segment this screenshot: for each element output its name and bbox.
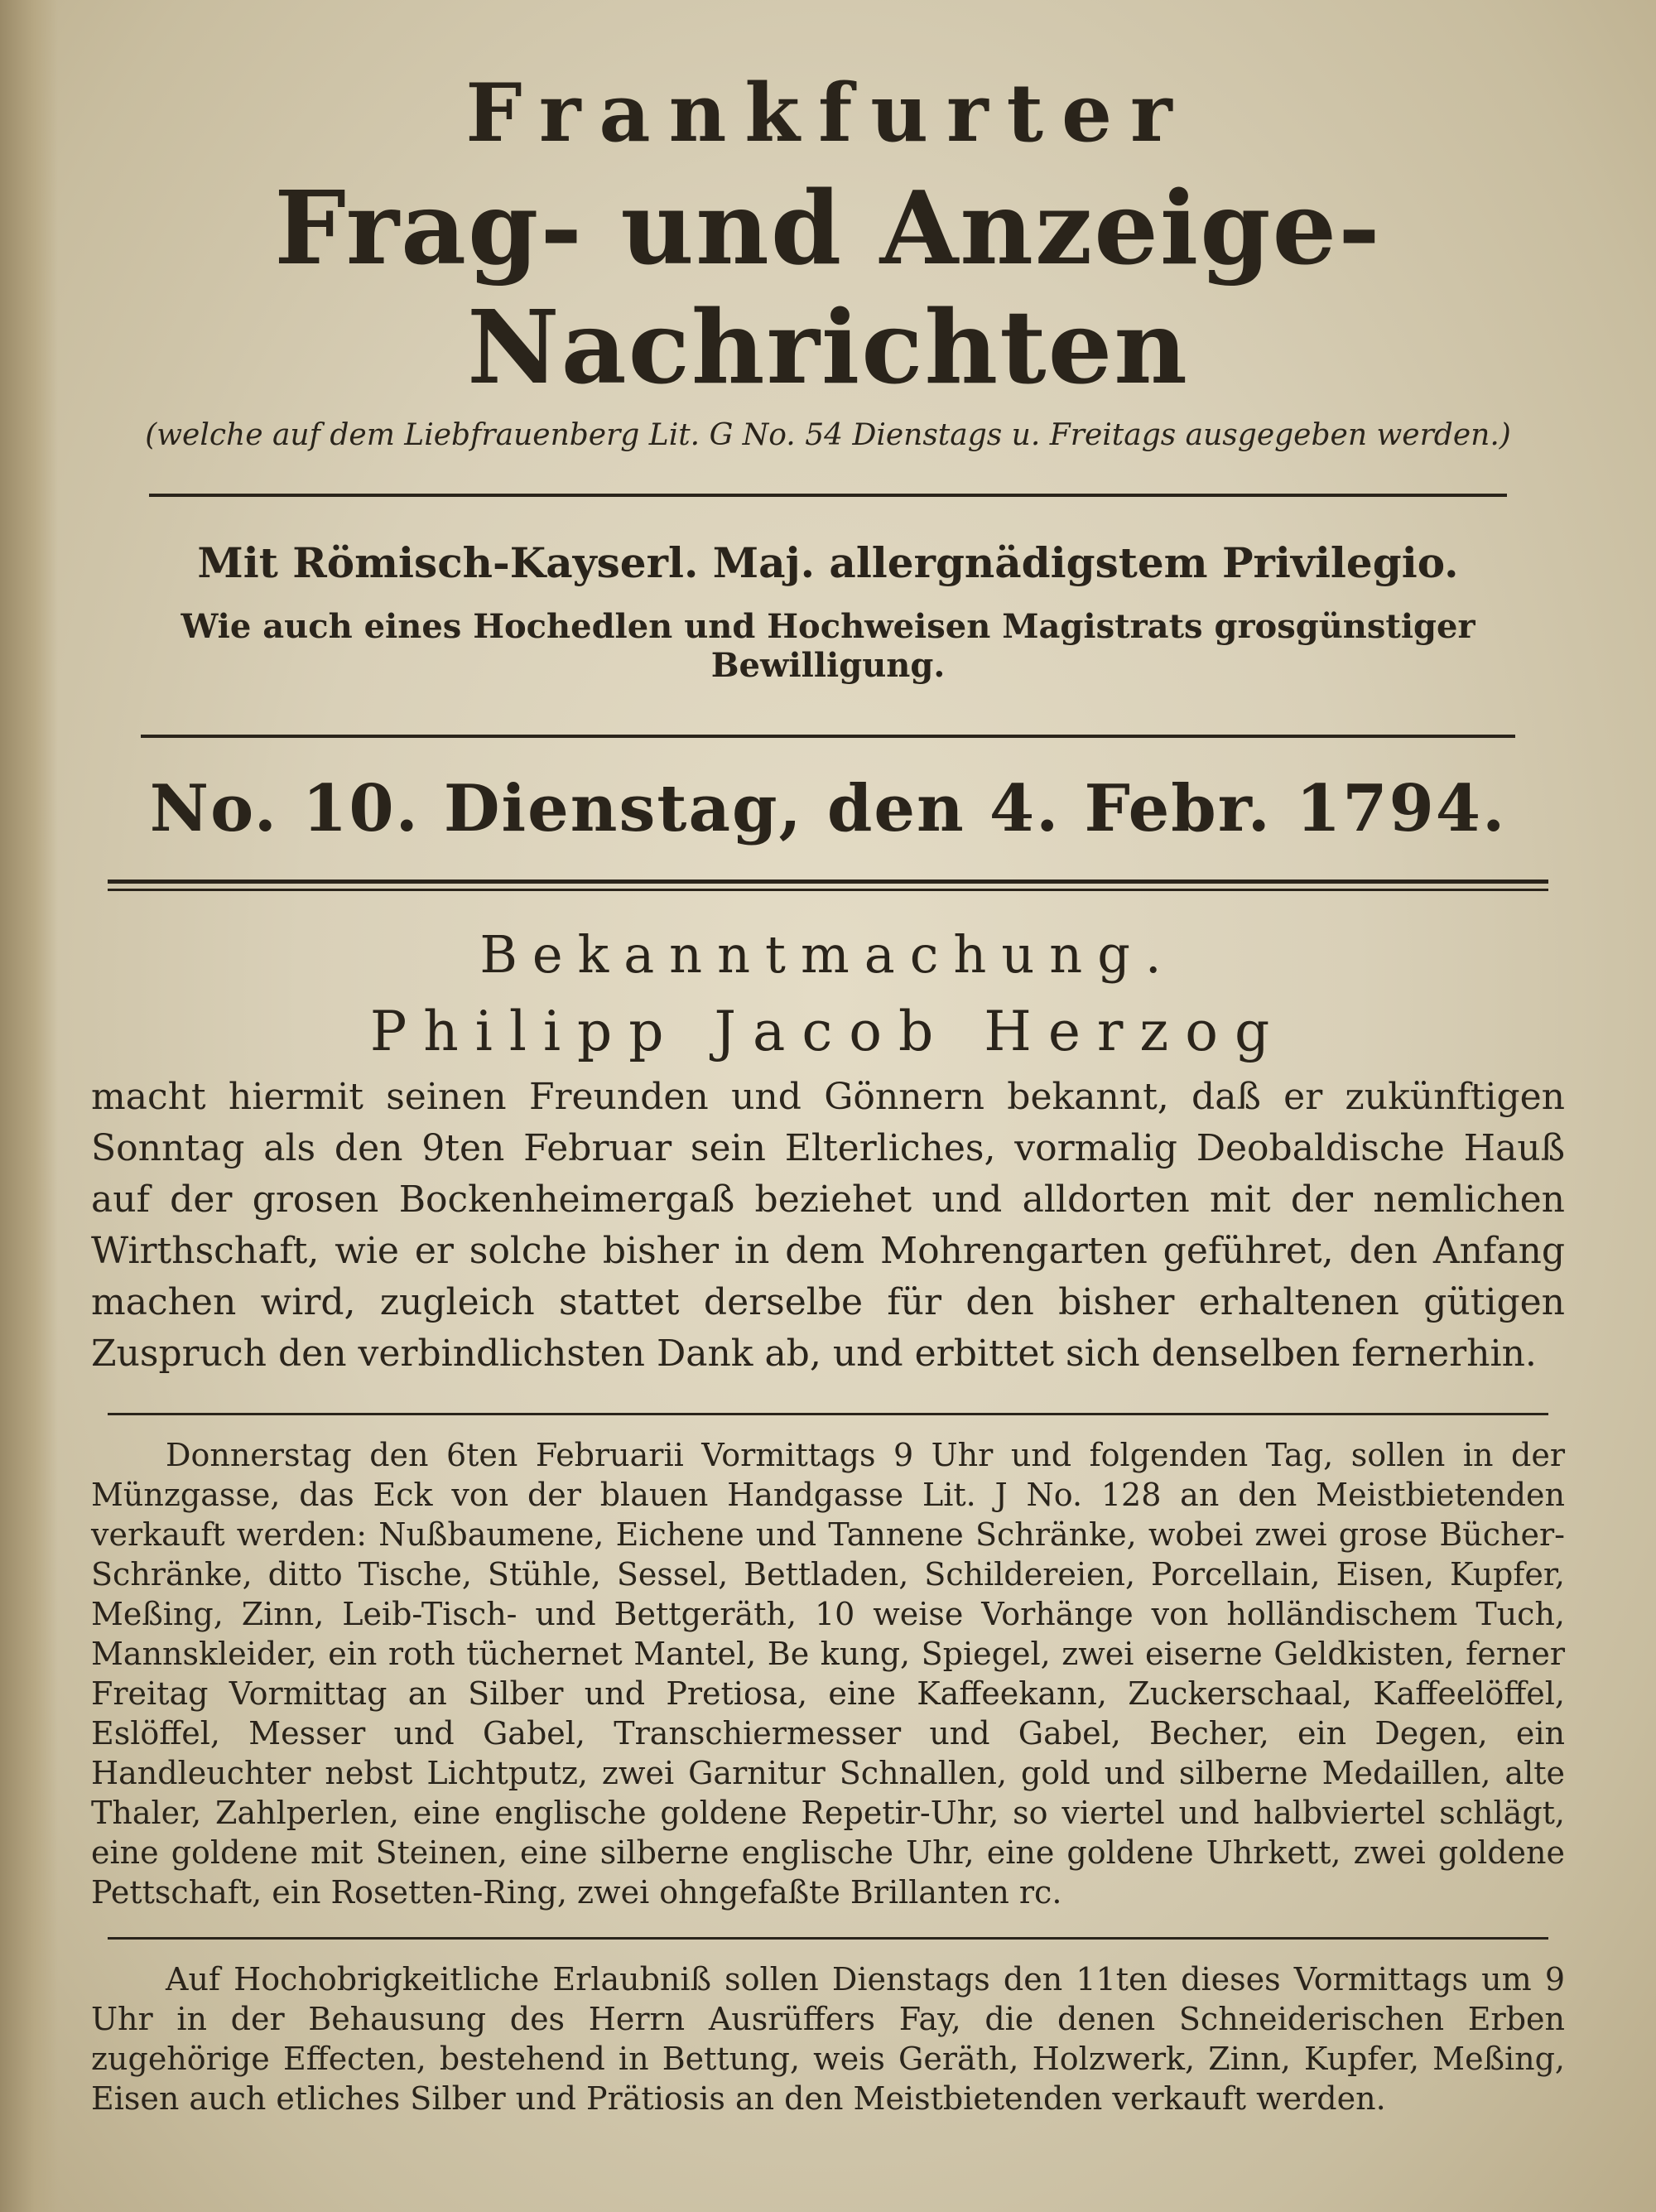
announcement1-heading: Bekanntmachung. [479, 924, 1177, 985]
announcement1-text: macht hiermit seinen Freunden und Gönnern bekannt, daß er zukünftigen Sonntag als den 9ten Februar sein Elterliches, vormalig Deobaldische Hauß auf der grosen Bockenheimergaß beziehet und alldorten mit der nemlichen Wirthschaft, wie er solche bisher in dem Mohrengarten geführet, den Anfang machen wird, zugleich stattet derselbe für den bisher erhaltenen gütigen Zuspruch den verbindlichsten Dank ab, und erbittet sich denselben fernerhin. [91, 1076, 1565, 1375]
masthead-title-line2: Frag- und Anzeige-Nachrichten [274, 168, 1382, 407]
rule-announcement1 [108, 1413, 1548, 1415]
rule-announcement2 [108, 1937, 1548, 1940]
issue-line: No. 10. Dienstag, den 4. Febr. 1794. [149, 771, 1507, 846]
announcement2-text: Donnerstag den 6ten Februarii Vormittags 9 Uhr und folgenden Tag, sollen in der Münzgasse, das Eck von der blauen Handgasse Lit. J No. 128 an den Meistbietenden verkauft werden: Nußbaumene, Eichene und Tannene Schränke, wobei zwei grose Bücher-Schränke, ditto Tische, Stühle, Sessel, Bettladen, Schildereien, Porcellain, Eisen, Kupfer, Meßing, Zinn, Leib-Tisch- und Bettgeräth, 10 weise Vorhänge von holländischem Tuch, Mannskleider, ein roth tüchernet Mantel, Be kung, Spiegel, zwei eiserne Geldkisten, ferner Freitag Vormittag an Silber und Pretiosa, eine Kaffeekann, Zuckerschaal, Kaffeelöffel, Eslöffel, Messer und Gabel, Transchiermesser und Gabel, Becher, ein Degen, ein Handleuchter nebst Lichtputz, zwei Garnitur Schnallen, gold und silberne Medaillen, alte Thaler, Zahlperlen, eine englische goldene Repetir-Uhr, so viertel und halbviertel schlägt, eine goldene mit Steinen, eine silberne englische Uhr, eine goldene Uhrkett, zwei goldene Pettschaft, ein Rosetten-Ring, zwei ohngefaßte Brillanten rc. [91, 1437, 1565, 1911]
page-content [91, 66, 1565, 2118]
page-spine-shadow [0, 0, 58, 2212]
announcement1-name: Philipp Jacob Herzog [369, 1000, 1287, 1063]
rule-double-issue [108, 879, 1548, 891]
announcement3-text: Auf Hochobrigkeitliche Erlaubniß sollen Dienstags den 11ten dieses Vormittags um 9 Uhr in der Behausung des Herrn Ausrüffers Fay, die denen Schneiderischen Erben zugehörige Effecten, bestehend in Bettung, weis Geräth, Holzwerk, Zinn, Kupfer, Meßing, Eisen auch etliches Silber und Prätiosis an den Meistbietenden verkauft werden. [91, 1961, 1565, 2117]
masthead-title-line1: Frankfurter [465, 66, 1191, 160]
rule-masthead [149, 494, 1507, 497]
privilege-line2: Wie auch eines Hochedlen und Hochweisen Magistrats grosgünstiger Bewilligung. [181, 607, 1475, 685]
rule-privilege [141, 735, 1515, 738]
masthead-subtitle: (welche auf dem Liebfrauenberg Lit. G No. 54 Dienstags u. Freitags ausgegeben werden.) [145, 418, 1511, 452]
privilege-line1: Mit Römisch-Kayserl. Maj. allergnädigstem Privilegio. [197, 538, 1459, 587]
